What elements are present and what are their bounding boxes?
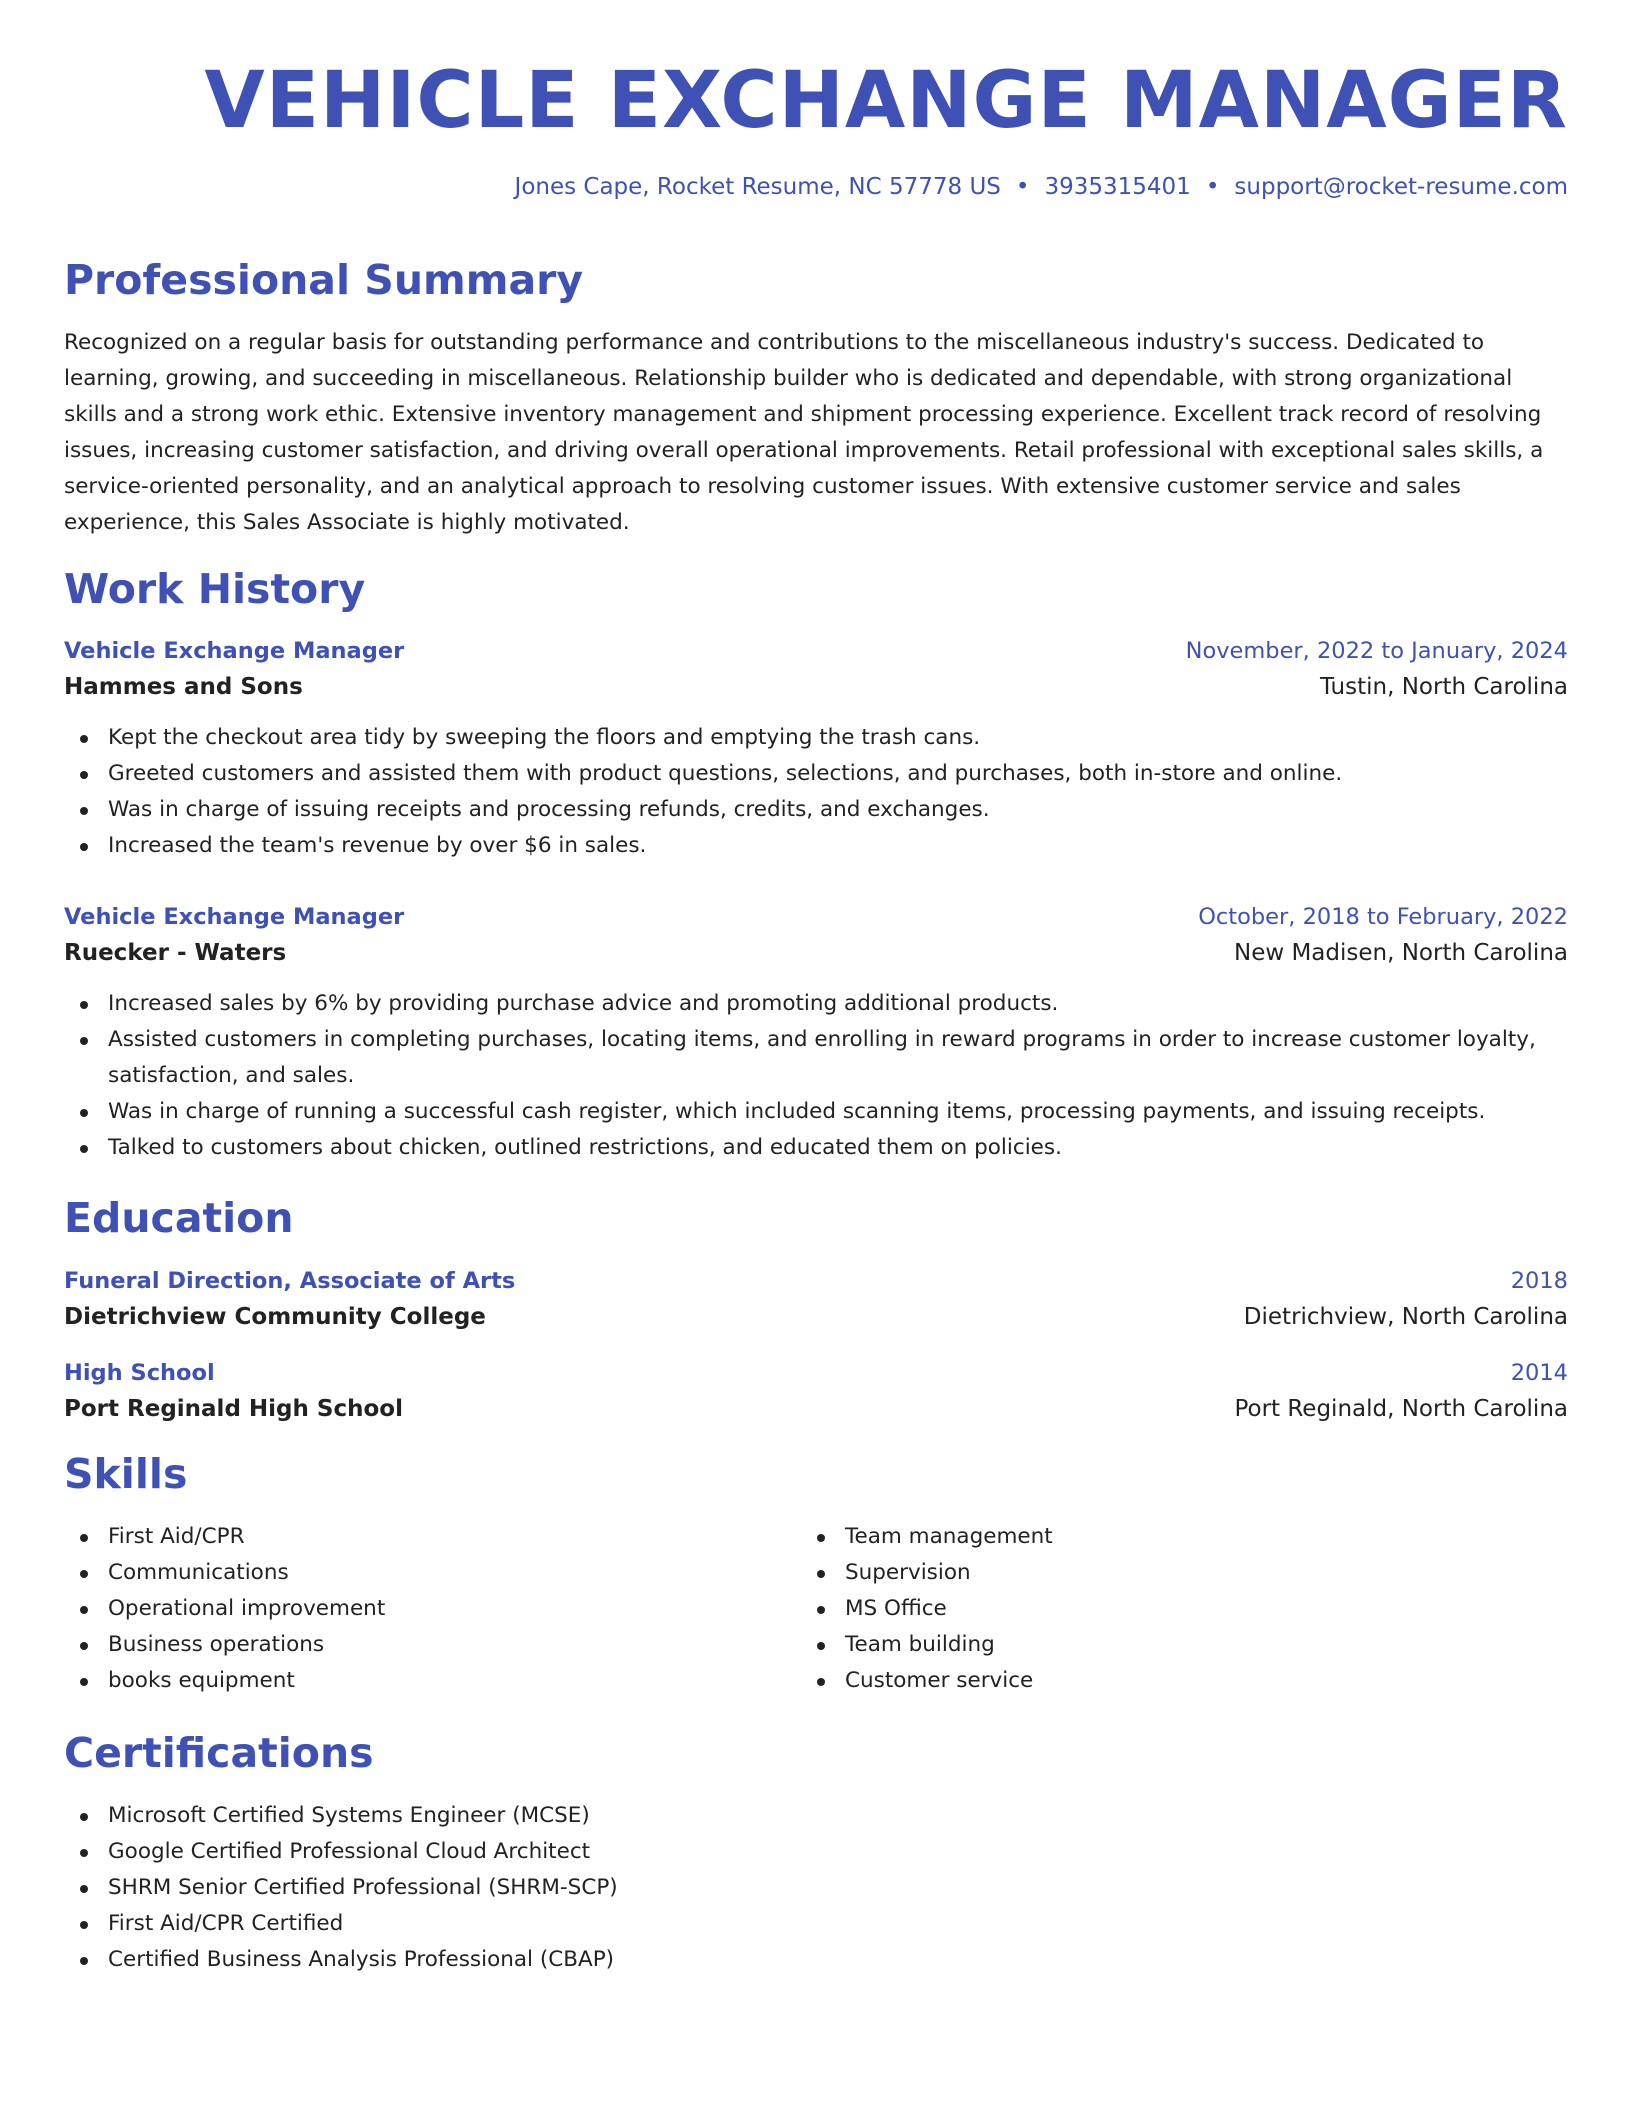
summary-text: Recognized on a regular basis for outstanding performance and contributions to the miscellaneous industry's success. Dedicated to learning, growing, and succeeding in miscellaneous. Relationship builder who is dedicated and dependable, with strong organizational skills and a strong work ethic. Extensive inventory management and shipment processing experience. Excellent track record of resolving issues, increasing customer satisfaction, and driving overall operational improvements. Retail professional with exceptional sales skills, a service-oriented personality, and an analytical approach to resolving customer issues. With extensive customer service and sales experience, this Sales Associate is highly motivated. [64,330,1544,536]
job-dates: October, 2018 to February, 2022 [1198,904,1568,931]
job-bullets [64,986,1568,1166]
list-item: Certified Business Analysis Professional (CBAP) [64,1942,1568,1978]
education-entry [64,1268,1568,1330]
education-degree: Funeral Direction, Associate of Arts [64,1267,516,1294]
list-item: First Aid/CPR Certified [64,1906,1568,1942]
job-role: Vehicle Exchange Manager [64,904,405,931]
certifications-list [64,1798,1568,1978]
list-item: First Aid/CPR [64,1519,801,1555]
job-company: Hammes and Sons [64,674,303,701]
list-item: Talked to customers about chicken, outlined restrictions, and educated them on policies. [64,1130,1568,1166]
skills-column-left [64,1519,801,1699]
list-item: SHRM Senior Certified Professional (SHRM-SCP) [64,1870,1568,1906]
education-location: Dietrichview, North Carolina [1243,1303,1568,1330]
job-entry [64,638,1568,864]
list-item: Google Certified Professional Cloud Architect [64,1834,1568,1870]
job-location: New Madisen, North Carolina [1233,940,1568,967]
address-text: Jones Cape, Rocket Resume, NC 57778 US [514,174,1001,200]
list-item: Operational improvement [64,1591,801,1627]
list-item: Business operations [64,1627,801,1663]
job-entry [64,904,1568,1166]
education-year: 2018 [1510,1267,1568,1294]
education-degree: High School [64,1359,215,1386]
job-location: Tustin, North Carolina [1320,674,1568,701]
separator-dot: • [1205,174,1220,200]
job-company: Ruecker - Waters [64,940,287,967]
section-title-summary: Professional Summary [64,256,584,304]
list-item: Team management [801,1519,1538,1555]
list-item: Microsoft Certified Systems Engineer (MCSE) [64,1798,1568,1834]
phone-text: 3935315401 [1044,174,1191,200]
list-item: Increased the team's revenue by over $6 in sales. [64,828,1568,864]
email-text: support@rocket-resume.com [1234,174,1568,200]
list-item: Greeted customers and assisted them with product questions, selections, and purchases, both in-store and online. [64,756,1568,792]
list-item: Increased sales by 6% by providing purchase advice and promoting additional products. [64,986,1568,1022]
list-item: Customer service [801,1663,1538,1699]
contact-line [64,174,1568,200]
job-bullets [64,720,1568,864]
list-item: books equipment [64,1663,801,1699]
job-role: Vehicle Exchange Manager [64,638,405,665]
list-item: Team building [801,1627,1538,1663]
list-item: Was in charge of running a successful cash register, which included scanning items, processing payments, and issuing receipts. [64,1094,1568,1130]
list-item: Supervision [801,1555,1538,1591]
education-location: Port Reginald, North Carolina [1234,1395,1568,1422]
section-title-work-history: Work History [64,565,366,614]
list-item: Was in charge of issuing receipts and processing refunds, credits, and exchanges. [64,792,1568,828]
section-title-skills: Skills [64,1449,188,1498]
list-item: Communications [64,1555,801,1591]
section-title-certifications: Certifications [64,1728,374,1777]
list-item: MS Office [801,1591,1538,1627]
education-school: Dietrichview Community College [64,1303,486,1330]
education-year: 2014 [1510,1359,1568,1386]
list-item: Assisted customers in completing purchases, locating items, and enrolling in reward programs in order to increase customer loyalty, satisfaction, and sales. [64,1022,1568,1094]
education-school: Port Reginald High School [64,1395,403,1422]
separator-dot: • [1015,174,1030,200]
section-title-education: Education [64,1194,294,1243]
skills-grid [64,1519,1568,1699]
list-item: Kept the checkout area tidy by sweeping the floors and emptying the trash cans. [64,720,1568,756]
job-dates: November, 2022 to January, 2024 [1185,638,1568,665]
resume-title: VEHICLE EXCHANGE MANAGER [204,56,1568,146]
skills-column-right [801,1519,1538,1699]
education-entry [64,1360,1568,1422]
